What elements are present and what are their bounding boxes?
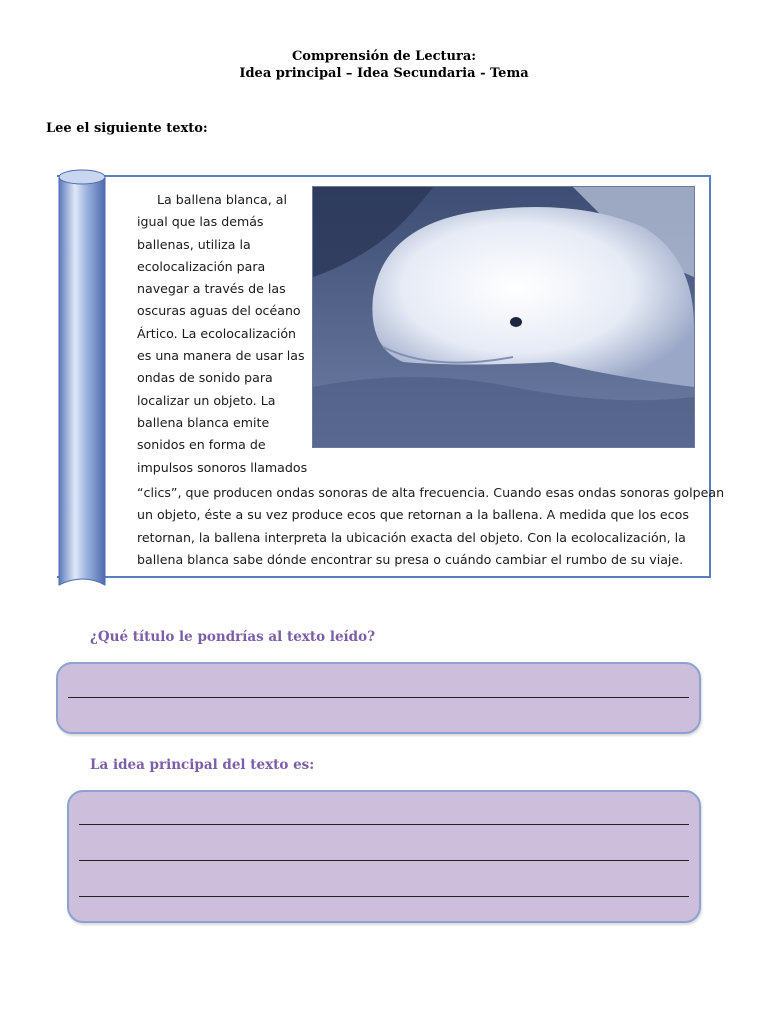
passage-narrow-column — [137, 189, 309, 479]
title-line-1: Comprensión de Lectura: — [291, 49, 477, 64]
passage-line: igual que las demás — [137, 214, 264, 230]
passage-line: un objeto, éste a su vez produce ecos que retornan a la ballena. A medida que los ecos — [137, 507, 689, 523]
passage-line: ballena blanca emite — [137, 414, 270, 430]
instruction-text: Lee el siguiente texto: — [46, 121, 208, 136]
scroll-roll-decoration — [55, 165, 111, 588]
answer-line[interactable] — [79, 824, 689, 825]
passage-line: Ártico. La ecolocalización — [137, 325, 297, 341]
passage-line: es una manera de usar las — [137, 348, 305, 364]
passage-line: localizar un objeto. La — [137, 392, 276, 408]
answer-line[interactable] — [79, 860, 689, 861]
beluga-whale-photo — [312, 186, 695, 448]
question-title-prompt: ¿Qué título le pondrías al texto leído? — [90, 629, 376, 645]
answer-line[interactable] — [68, 697, 689, 698]
passage-line: retornan, la ballena interpreta la ubicación exacta del objeto. Con la ecolocalización, la — [137, 529, 686, 545]
question-main-idea-prompt: La idea principal del texto es: — [90, 757, 315, 773]
passage-line: “clics”, que producen ondas sonoras de alta frecuencia. Cuando esas ondas sonoras golpean — [137, 485, 725, 500]
passage-line: ballenas, utiliza la — [137, 236, 251, 252]
main-idea-answer-box[interactable] — [67, 790, 701, 923]
answer-line[interactable] — [79, 896, 689, 897]
passage-line: ondas de sonido para — [137, 370, 273, 386]
passage-full-width — [137, 482, 725, 571]
worksheet-title — [0, 48, 768, 82]
passage-line: impulsos sonoros llamados — [137, 459, 308, 475]
passage-line: sonidos en forma de — [137, 437, 266, 453]
passage-line: navegar a través de las — [137, 281, 286, 297]
passage-line: ecolocalización para — [137, 258, 266, 274]
title-answer-box[interactable] — [56, 662, 701, 734]
passage-line: ballena blanca sabe dónde encontrar su presa o cuándo cambiar el rumbo de su viaje. — [137, 551, 684, 567]
title-line-2: Idea principal – Idea Secundaria - Tema — [239, 66, 529, 81]
passage-line: La ballena blanca, al — [157, 192, 287, 207]
passage-line: oscuras aguas del océano — [137, 303, 301, 319]
